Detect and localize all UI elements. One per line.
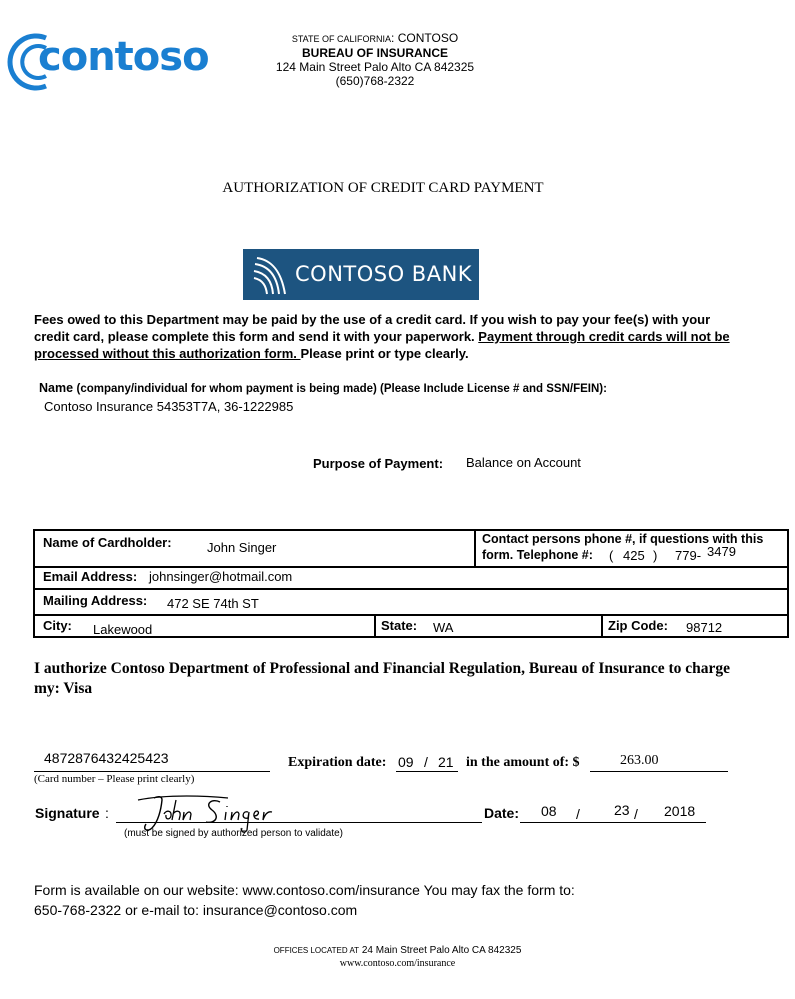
- signature-label: Signature: [35, 805, 100, 821]
- state-name: CONTOSO: [397, 31, 459, 45]
- fees-text: Fees owed to this Department may be paid by the use of a credit card. If you wish to pay your fee(s) with your credit card, please complete this form and send it with your paperwork.: [34, 312, 711, 344]
- phone-prefix[interactable]: 779-: [675, 548, 702, 563]
- fees-text-end: Please print or type clearly.: [300, 346, 469, 361]
- zip-label: Zip Code:: [608, 618, 668, 633]
- date-month[interactable]: 08: [541, 803, 557, 819]
- mailing-label: Mailing Address:: [43, 593, 148, 608]
- contoso-logo: [6, 26, 209, 98]
- email-label: Email Address:: [43, 569, 138, 584]
- phone-area-code[interactable]: 425: [623, 548, 645, 563]
- bank-wing-icon: [251, 252, 295, 298]
- cardholder-value[interactable]: John Singer: [207, 540, 277, 555]
- form-title: AUTHORIZATION OF CREDIT CARD PAYMENT: [222, 180, 544, 196]
- offices-address: 24 Main Street Palo Alto CA 842325: [361, 945, 522, 956]
- expiration-month[interactable]: 09: [398, 754, 414, 770]
- agency-header: [240, 31, 510, 88]
- table-divider: [601, 614, 603, 638]
- contact-label-line1: Contact persons phone #, if questions with this: [482, 532, 764, 546]
- zip-value[interactable]: 98712: [686, 620, 723, 635]
- date-label: Date:: [484, 805, 520, 821]
- authorization-statement: I authorize Contoso Department of Professional and Financial Regulation, Bureau of Insurance to charge my: Visa: [34, 660, 731, 697]
- email-value[interactable]: johnsinger@hotmail.com: [149, 569, 293, 584]
- state-value[interactable]: WA: [433, 620, 454, 635]
- city-label: City:: [43, 618, 72, 633]
- state-label: State:: [381, 618, 418, 633]
- fees-paragraph: [34, 311, 734, 362]
- card-number[interactable]: 4872876432425423: [44, 750, 169, 766]
- bureau-name: BUREAU OF INSURANCE: [301, 46, 448, 60]
- state-line: STATE OF CALIFORNIA: CONTOSO: [291, 31, 459, 45]
- phone-open: (: [609, 548, 614, 563]
- footer-line-2: 650-768-2322 or e-mail to: insurance@contoso.com: [34, 902, 358, 918]
- footer-info: [34, 880, 734, 920]
- agency-address: 124 Main Street Palo Alto CA 842325: [275, 60, 475, 74]
- expiration-label: Expiration date:: [288, 755, 387, 770]
- phone-close: ): [653, 548, 658, 563]
- mailing-value[interactable]: 472 SE 74th ST: [167, 596, 259, 611]
- date-day[interactable]: 23: [614, 802, 630, 818]
- table-divider: [474, 531, 476, 566]
- table-divider: [374, 614, 376, 638]
- name-label: [39, 381, 607, 395]
- date-slash: /: [576, 806, 580, 822]
- cardholder-label: Name of Cardholder:: [43, 535, 172, 550]
- amount-line: [590, 771, 728, 772]
- footer-line-1: Form is available on our website: www.contoso.com/insurance You may fax the form to:: [34, 882, 575, 898]
- name-label-main: Name: [39, 381, 77, 395]
- name-label-detail: (company/individual for whom payment is being made) (Please Include License # and SSN/FEIN):: [76, 383, 607, 395]
- expiration-year[interactable]: 21: [438, 754, 454, 770]
- card-number-caption: (Card number – Please print clearly): [34, 773, 195, 785]
- contact-label-line2: form. Telephone #:: [482, 548, 593, 562]
- cardholder-table: [33, 529, 789, 638]
- offices-prefix: OFFICES LOCATED AT: [273, 946, 360, 955]
- date-slash: /: [634, 806, 638, 822]
- card-number-line: [34, 771, 270, 772]
- purpose-value[interactable]: Balance on Account: [466, 455, 581, 470]
- website-line[interactable]: www.contoso.com/insurance: [339, 958, 456, 969]
- purpose-label: Purpose of Payment:: [313, 456, 444, 471]
- date-year[interactable]: 2018: [664, 803, 696, 819]
- table-divider: [35, 566, 787, 568]
- fees-underlined: Payment through credit cards will not be processed without this authorization form.: [34, 329, 730, 361]
- signature-colon: :: [105, 805, 109, 821]
- table-divider: [35, 588, 787, 590]
- table-divider: [35, 614, 787, 616]
- phone-line[interactable]: 3479: [707, 544, 736, 559]
- logo-text: contoso: [38, 34, 209, 80]
- agency-phone: (650)768-2322: [335, 74, 415, 88]
- city-value[interactable]: Lakewood: [93, 622, 153, 637]
- name-value[interactable]: Contoso Insurance 54353T7A, 36-1222985: [44, 399, 294, 414]
- expiration-line: [396, 771, 458, 772]
- offices-line: [0, 945, 795, 956]
- bank-name: CONTOSO BANK: [295, 262, 473, 286]
- amount-label: in the amount of: $: [466, 755, 580, 770]
- bank-banner: [243, 249, 479, 300]
- state-prefix: STATE OF CALIFORNIA: [291, 34, 392, 44]
- amount-value[interactable]: 263.00: [620, 753, 659, 768]
- expiration-separator: /: [424, 754, 428, 770]
- date-line: [520, 822, 706, 823]
- signature-caption: (must be signed by authorized person to validate): [124, 828, 344, 839]
